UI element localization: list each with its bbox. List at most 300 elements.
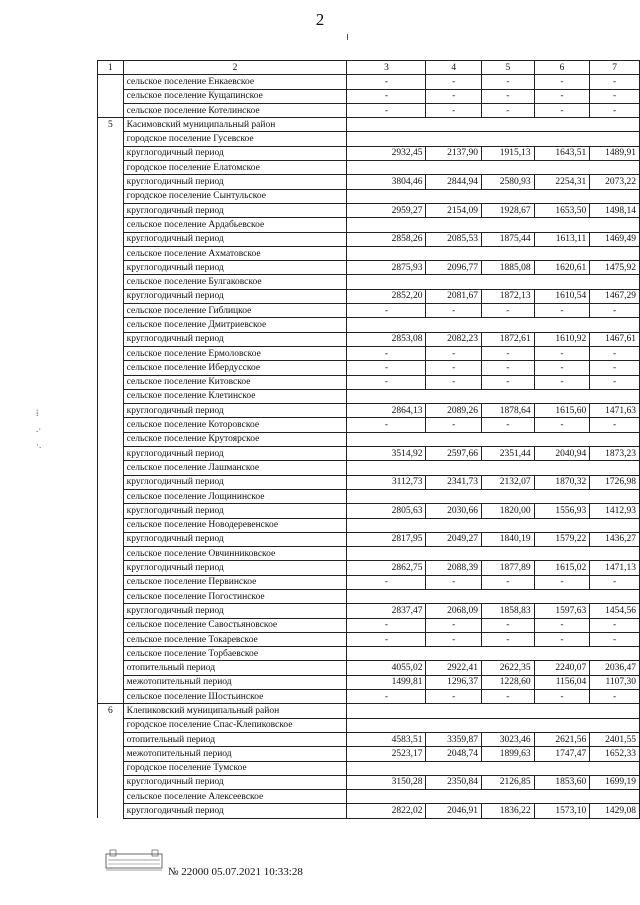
value-cell: 1454,56 [590,604,640,618]
row-label: круглогодичный период [123,804,347,818]
row-label: сельское поселение Лощининское [123,489,347,503]
empty-values-cell [347,647,640,661]
table-row [98,618,640,632]
value-cell: 1747,47 [534,747,590,761]
row-label: круглогодичный период [123,475,347,489]
table-row [98,218,640,232]
row-number [98,647,124,661]
value-cell: - [534,103,590,117]
row-label: сельское поселение Алексеевское [123,790,347,804]
row-number [98,375,124,389]
value-cell: 1699,19 [590,775,640,789]
table-row [98,146,640,160]
value-cell: - [482,375,535,389]
value-cell: 1467,61 [590,332,640,346]
header-cell: 5 [482,61,535,75]
value-cell: - [590,103,640,117]
row-label: сельское поселение Савостьяновское [123,618,347,632]
row-number [98,432,124,446]
row-label: сельское поселение Дмитриевское [123,318,347,332]
value-cell: 1107,30 [590,675,640,689]
row-label: круглогодичный период [123,203,347,217]
value-cell: 1573,10 [534,804,590,818]
value-cell: 1875,44 [482,232,535,246]
value-cell: 2096,77 [426,261,482,275]
value-cell: 2959,27 [347,203,426,217]
value-cell: - [347,632,426,646]
row-number [98,389,124,403]
table-row [98,118,640,132]
value-cell: 1877,89 [482,561,535,575]
header-cell: 3 [347,61,426,75]
value-cell: - [347,575,426,589]
value-cell: 2853,08 [347,332,426,346]
value-cell: - [426,575,482,589]
value-cell: 2805,63 [347,504,426,518]
value-cell: - [426,375,482,389]
value-cell: 1872,61 [482,332,535,346]
value-cell: 2049,27 [426,532,482,546]
value-cell: - [426,618,482,632]
value-cell: - [534,304,590,318]
table-row [98,75,640,89]
empty-values-cell [347,718,640,732]
row-number [98,289,124,303]
value-cell: 1615,60 [534,404,590,418]
row-number [98,732,124,746]
empty-values-cell [347,118,640,132]
table-row [98,647,640,661]
row-number [98,261,124,275]
row-label: Клепиковский муниципальный район [123,704,347,718]
value-cell: 1579,22 [534,532,590,546]
value-cell: - [426,418,482,432]
row-number [98,361,124,375]
row-label: круглогодичный период [123,232,347,246]
row-label: сельское поселение Торбаевское [123,647,347,661]
value-cell: - [347,375,426,389]
value-cell: - [347,618,426,632]
row-label: сельское поселение Погостинское [123,589,347,603]
row-number [98,75,124,89]
value-cell: 1652,33 [590,747,640,761]
value-cell: - [534,346,590,360]
value-cell: 2837,47 [347,604,426,618]
header-cell: 7 [590,61,640,75]
value-cell: 1228,60 [482,675,535,689]
row-label: круглогодичный период [123,561,347,575]
table-row [98,346,640,360]
value-cell: 2089,26 [426,404,482,418]
value-cell: 1499,81 [347,675,426,689]
scan-mark [347,34,348,40]
value-cell: 2073,22 [590,175,640,189]
value-cell: 2350,84 [426,775,482,789]
row-label: сельское поселение Новодеревенское [123,518,347,532]
value-cell: 3804,46 [347,175,426,189]
value-cell: - [482,418,535,432]
value-cell: 2622,35 [482,661,535,675]
table-row [98,547,640,561]
row-label: отопительный период [123,661,347,675]
row-label: сельское поселение Кущапинское [123,89,347,103]
empty-values-cell [347,432,640,446]
value-cell: - [590,346,640,360]
row-number [98,89,124,103]
margin-marks: ⁞ .· ·. [36,408,42,450]
value-cell: 1643,51 [534,146,590,160]
row-label: круглогодичный период [123,261,347,275]
table-row [98,261,640,275]
value-cell: - [590,304,640,318]
value-cell: 2030,66 [426,504,482,518]
value-cell: 1412,93 [590,504,640,518]
row-label: круглогодичный период [123,289,347,303]
value-cell: - [426,361,482,375]
row-number [98,275,124,289]
value-cell: 1840,19 [482,532,535,546]
row-number [98,103,124,117]
row-number [98,675,124,689]
value-cell: 1615,02 [534,561,590,575]
value-cell: 1620,61 [534,261,590,275]
value-cell: 2621,56 [534,732,590,746]
value-cell: - [426,632,482,646]
value-cell: 2046,91 [426,804,482,818]
row-number [98,246,124,260]
empty-values-cell [347,790,640,804]
row-number [98,304,124,318]
row-label: круглогодичный период [123,146,347,160]
row-label: сельское поселение Булгаковское [123,275,347,289]
table-row [98,161,640,175]
value-cell: 2126,85 [482,775,535,789]
value-cell: 2523,17 [347,747,426,761]
value-cell: - [347,361,426,375]
row-number [98,332,124,346]
table-row [98,246,640,260]
row-number [98,447,124,461]
value-cell: 1870,32 [534,475,590,489]
row-label: сельское поселение Овчинниковское [123,547,347,561]
value-cell: 2597,66 [426,447,482,461]
row-label: круглогодичный период [123,604,347,618]
row-label: сельское поселение Токаревское [123,632,347,646]
row-label: Касимовский муниципальный район [123,118,347,132]
value-cell: 1471,63 [590,404,640,418]
empty-values-cell [347,389,640,403]
table-row [98,661,640,675]
table-row [98,475,640,489]
value-cell: 2082,23 [426,332,482,346]
value-cell: 2875,93 [347,261,426,275]
value-cell: - [534,375,590,389]
value-cell: 2922,41 [426,661,482,675]
value-cell: - [590,690,640,704]
row-number [98,203,124,217]
row-number [98,161,124,175]
empty-values-cell [347,218,640,232]
row-number [98,690,124,704]
table-row [98,589,640,603]
row-label: сельское поселение Гиблицкое [123,304,347,318]
row-label: сельское поселение Котелинское [123,103,347,117]
value-cell: - [347,75,426,89]
value-cell: - [590,361,640,375]
value-cell: - [534,89,590,103]
value-cell: 1475,92 [590,261,640,275]
table-row [98,775,640,789]
table-row [98,632,640,646]
row-number [98,775,124,789]
value-cell: 1467,29 [590,289,640,303]
row-label: сельское поселение Ибердусское [123,361,347,375]
empty-values-cell [347,275,640,289]
table-row [98,575,640,589]
row-label: городское поселение Елатомское [123,161,347,175]
value-cell: 1885,08 [482,261,535,275]
empty-values-cell [347,461,640,475]
value-cell: 4055,02 [347,661,426,675]
row-label: сельское поселение Ермоловское [123,346,347,360]
row-number [98,575,124,589]
value-cell: 1498,14 [590,203,640,217]
row-label: сельское поселение Китовское [123,375,347,389]
value-cell: 2040,94 [534,447,590,461]
row-number [98,747,124,761]
row-number [98,804,124,818]
value-cell: 1899,63 [482,747,535,761]
value-cell: - [426,304,482,318]
row-label: круглогодичный период [123,504,347,518]
row-number [98,318,124,332]
value-cell: - [426,346,482,360]
table-row [98,304,640,318]
value-cell: - [426,75,482,89]
value-cell: - [482,75,535,89]
row-number [98,404,124,418]
value-cell: 2852,20 [347,289,426,303]
value-cell: 1429,08 [590,804,640,818]
value-cell: - [590,375,640,389]
value-cell: 2580,93 [482,175,535,189]
value-cell: 1436,27 [590,532,640,546]
table-row [98,375,640,389]
value-cell: - [426,89,482,103]
row-label: сельское поселение Енкаевское [123,75,347,89]
row-number [98,518,124,532]
value-cell: - [347,690,426,704]
value-cell: 1489,91 [590,146,640,160]
value-cell: - [482,89,535,103]
value-cell: 2068,09 [426,604,482,618]
row-label: сельское поселение Крутоярское [123,432,347,446]
value-cell: 2081,67 [426,289,482,303]
row-number [98,790,124,804]
row-label: круглогодичный период [123,447,347,461]
value-cell: 1156,04 [534,675,590,689]
table-row [98,275,640,289]
row-number [98,604,124,618]
row-number [98,561,124,575]
row-label: межотопительный период [123,747,347,761]
row-number [98,489,124,503]
table-row [98,232,640,246]
value-cell: 2862,75 [347,561,426,575]
row-number [98,175,124,189]
value-cell: 1836,22 [482,804,535,818]
table-row [98,604,640,618]
value-cell: 1858,83 [482,604,535,618]
value-cell: 2132,07 [482,475,535,489]
empty-values-cell [347,189,640,203]
row-label: сельское поселение Которовское [123,418,347,432]
row-label: круглогодичный период [123,332,347,346]
value-cell: 2254,31 [534,175,590,189]
value-cell: - [482,632,535,646]
tariff-table [97,60,640,819]
value-cell: 1915,13 [482,146,535,160]
value-cell: - [590,418,640,432]
value-cell: - [482,618,535,632]
value-cell: 1469,49 [590,232,640,246]
value-cell: 3112,73 [347,475,426,489]
value-cell: - [534,361,590,375]
empty-values-cell [347,761,640,775]
row-number [98,632,124,646]
value-cell: 2137,90 [426,146,482,160]
table-row [98,89,640,103]
value-cell: - [590,575,640,589]
value-cell: 1556,93 [534,504,590,518]
value-cell: 2240,07 [534,661,590,675]
value-cell: 2844,94 [426,175,482,189]
table-row [98,804,640,818]
table-row [98,203,640,217]
document-stamp: № 22000 05.07.2021 10:33:28 [168,866,303,878]
value-cell: - [482,304,535,318]
table-row [98,675,640,689]
value-cell: - [534,418,590,432]
table-row [98,518,640,532]
table-row [98,718,640,732]
empty-values-cell [347,132,640,146]
value-cell: 1872,13 [482,289,535,303]
row-number [98,346,124,360]
value-cell: - [534,632,590,646]
table-row [98,747,640,761]
value-cell: 1610,92 [534,332,590,346]
value-cell: - [347,89,426,103]
row-number [98,418,124,432]
row-label: круглогодичный период [123,532,347,546]
value-cell: 1471,13 [590,561,640,575]
row-label: сельское поселение Первинское [123,575,347,589]
value-cell: - [590,618,640,632]
table-header-row [98,61,640,75]
value-cell: 3359,87 [426,732,482,746]
table-row [98,175,640,189]
value-cell: - [482,690,535,704]
table-row [98,318,640,332]
row-number: 5 [98,118,124,132]
value-cell: 1853,60 [534,775,590,789]
table-row [98,132,640,146]
value-cell: 2351,44 [482,447,535,461]
value-cell: 2088,39 [426,561,482,575]
value-cell: 1928,67 [482,203,535,217]
value-cell: 1726,98 [590,475,640,489]
row-number [98,232,124,246]
value-cell: 1878,64 [482,404,535,418]
table-row [98,489,640,503]
stamp-logo-icon [104,848,164,874]
table-row [98,532,640,546]
header-cell: 2 [123,61,347,75]
row-label: сельское поселение Ахматовское [123,246,347,260]
empty-values-cell [347,589,640,603]
value-cell: - [347,304,426,318]
value-cell: 1820,00 [482,504,535,518]
value-cell: 3514,92 [347,447,426,461]
value-cell: 3023,46 [482,732,535,746]
table-row [98,432,640,446]
empty-values-cell [347,704,640,718]
row-number [98,475,124,489]
value-cell: - [534,618,590,632]
value-cell: - [590,75,640,89]
empty-values-cell [347,246,640,260]
row-label: межотопительный период [123,675,347,689]
value-cell: - [347,346,426,360]
value-cell: 1597,63 [534,604,590,618]
value-cell: 4583,51 [347,732,426,746]
value-cell: - [482,361,535,375]
table-row [98,447,640,461]
row-number [98,218,124,232]
value-cell: 2341,73 [426,475,482,489]
empty-values-cell [347,518,640,532]
row-number [98,532,124,546]
row-number [98,618,124,632]
row-label: городское поселение Гусевское [123,132,347,146]
value-cell: - [426,690,482,704]
row-number [98,761,124,775]
row-label: круглогодичный период [123,404,347,418]
table-row [98,732,640,746]
value-cell: - [590,89,640,103]
table-row [98,418,640,432]
value-cell: - [482,103,535,117]
value-cell: - [534,75,590,89]
table-row [98,189,640,203]
table-row [98,704,640,718]
table-row [98,690,640,704]
value-cell: 2817,95 [347,532,426,546]
row-label: городское поселение Тумское [123,761,347,775]
row-number [98,589,124,603]
row-number [98,189,124,203]
header-cell: 6 [534,61,590,75]
value-cell: - [534,690,590,704]
row-number [98,132,124,146]
table-row [98,289,640,303]
table-row [98,404,640,418]
table-row [98,761,640,775]
empty-values-cell [347,489,640,503]
table-row [98,790,640,804]
empty-values-cell [347,547,640,561]
